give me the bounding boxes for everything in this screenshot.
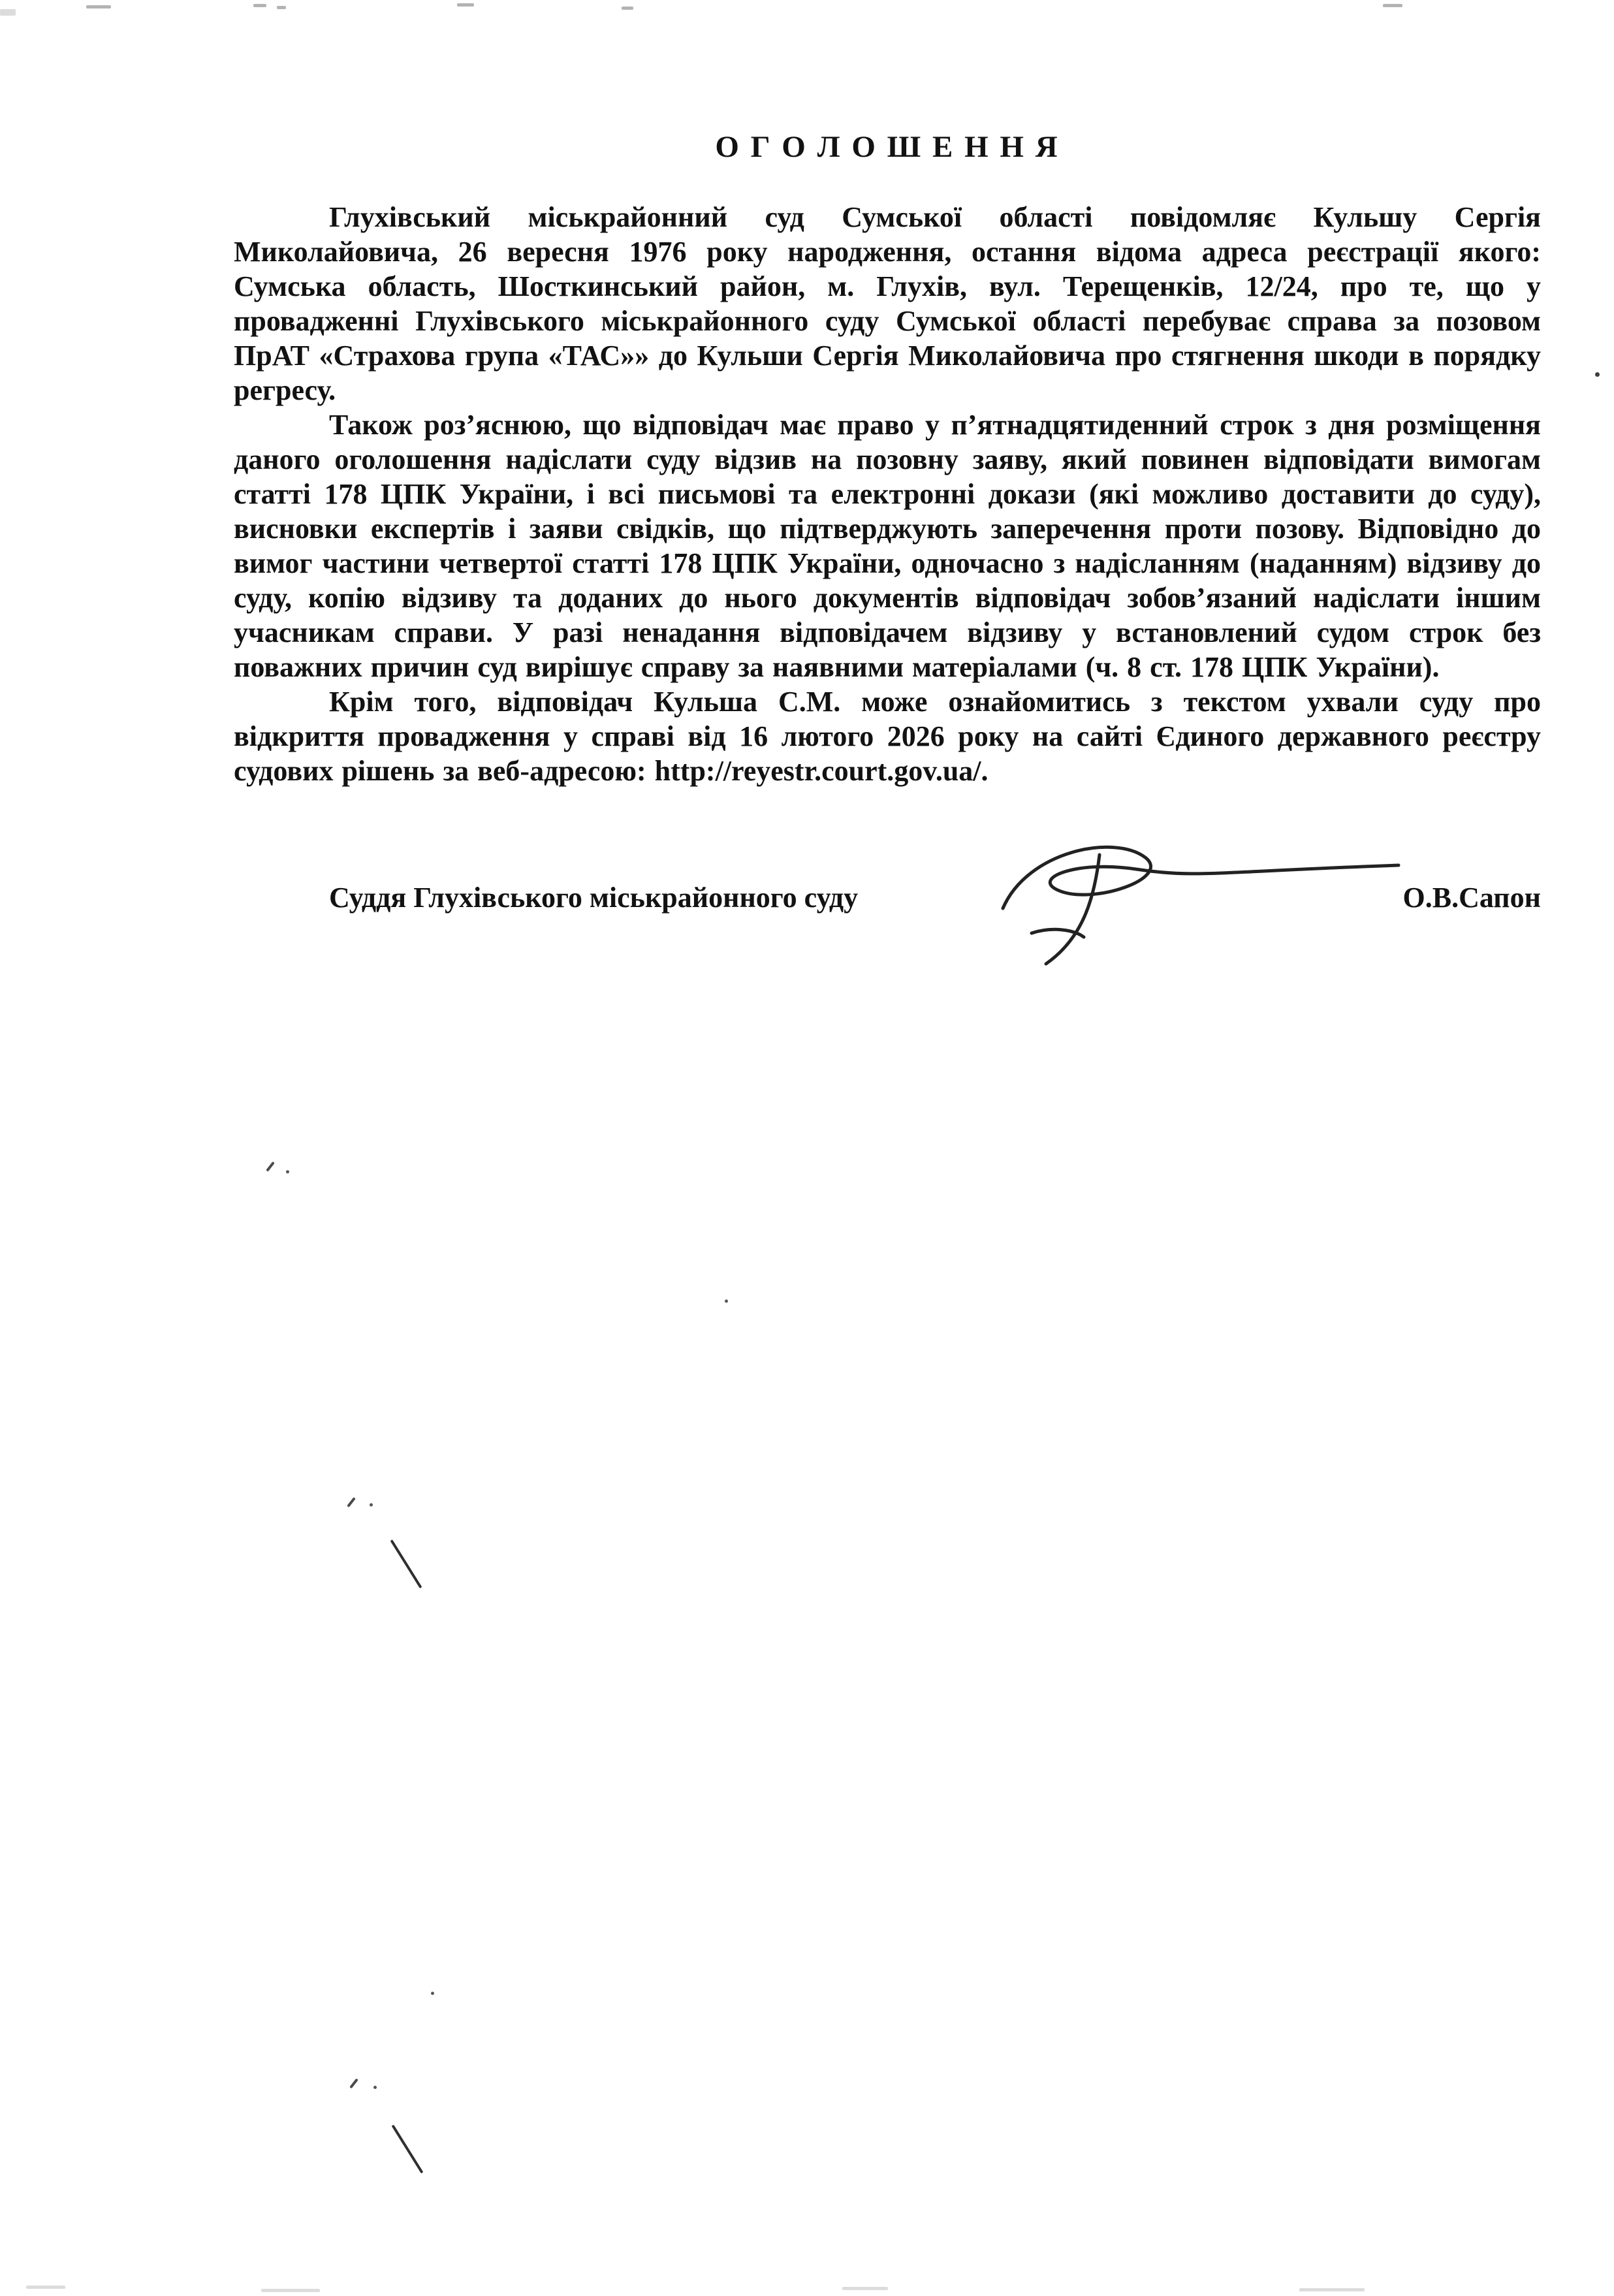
scan-artifact-tick-2 xyxy=(347,1497,356,1508)
scan-artifact-tick-3 xyxy=(349,2079,358,2089)
paragraph-court-notice: Глухівський міськрайонний суд Сумської області повідомляє Кульшу Сергія Миколайовича, 26 вересня 1976 року народження, остання відома адреса реєстрації якого: Сумська область, Шосткинський район, м. Глухів, вул. Терещенків, 12/24, про те, що у провадженні Глухівського міськрайонного суду Сумської області перебуває справа за позовом ПрАТ «Страхова група «ТАС»» до Кульши Сергія Миколайовича про стягнення шкоди в порядку регресу. xyxy=(234,201,1541,406)
scan-edge-noise-3 xyxy=(277,6,286,9)
scan-artifact-slash-1 xyxy=(390,1539,422,1588)
scan-edge-noise-5 xyxy=(622,7,633,10)
scan-artifact-dot-2 xyxy=(370,1503,373,1507)
signature-stroke-svg xyxy=(985,829,1402,969)
scan-edge-noise-6 xyxy=(1383,4,1402,7)
handwritten-signature xyxy=(985,829,1402,969)
judge-title-label: Суддя Глухівського міськрайонного суду xyxy=(329,882,859,914)
scan-edge-noise-7 xyxy=(0,9,16,16)
scan-edge-noise-2 xyxy=(253,4,266,7)
scan-artifact-tick-1 xyxy=(266,1162,275,1172)
document-content xyxy=(234,129,1541,927)
scan-artifact-dot-6 xyxy=(431,1992,434,1995)
scan-artifact-dot-1 xyxy=(286,1170,289,1173)
scan-edge-noise-9 xyxy=(261,2289,320,2292)
scan-artifact-dot-5 xyxy=(725,1299,728,1303)
scan-artifact-slash-2 xyxy=(392,2124,424,2173)
document-title: О Г О Л О Ш Е Н Н Я xyxy=(715,130,1060,164)
scan-edge-noise-11 xyxy=(1299,2288,1365,2291)
scan-edge-noise-1 xyxy=(86,5,111,8)
paragraph-respondent-rights: Також роз’яснюю, що відповідач має право у п’ятнадцятиденний строк з дня розміщення даного оголошення надіслати суду відзив на позовну заяву, який повинен відповідати вимогам статті 178 ЦПК України, і всі письмові та електронні докази (які можливо доставити до суду), висновки експертів і заяви свідків, що підтверджують заперечення проти позову. Відповідно до вимог частини четвертої статті 178 ЦПК України, одночасно з надісланням (наданням) відзиву до суду, копію відзиву та доданих до нього документів відповідач зобов’язаний надіслати іншим учасникам справи. У разі ненадання відповідачем відзиву у встановлений судом строк без поважних причин суд вирішує справу за наявними матеріалами (ч. 8 ст. 178 ЦПК України). xyxy=(234,409,1541,683)
scan-artifact-dot-4 xyxy=(1595,372,1600,377)
scan-edge-noise-8 xyxy=(26,2286,65,2289)
judge-name-label: О.В.Сапон xyxy=(1402,882,1541,914)
scan-edge-noise-10 xyxy=(842,2287,888,2290)
scan-artifact-dot-3 xyxy=(373,2086,377,2089)
signature-block xyxy=(234,881,1541,927)
paragraph-registry-info: Крім того, відповідач Кульша С.М. може ознайомитись з текстом ухвали суду про відкриття провадження у справі від 16 лютого 2026 року на сайті Єдиного державного реєстру судових рішень за веб-адресою: http://reyestr.court.gov.ua/. xyxy=(234,686,1541,787)
scan-edge-noise-4 xyxy=(457,3,474,7)
